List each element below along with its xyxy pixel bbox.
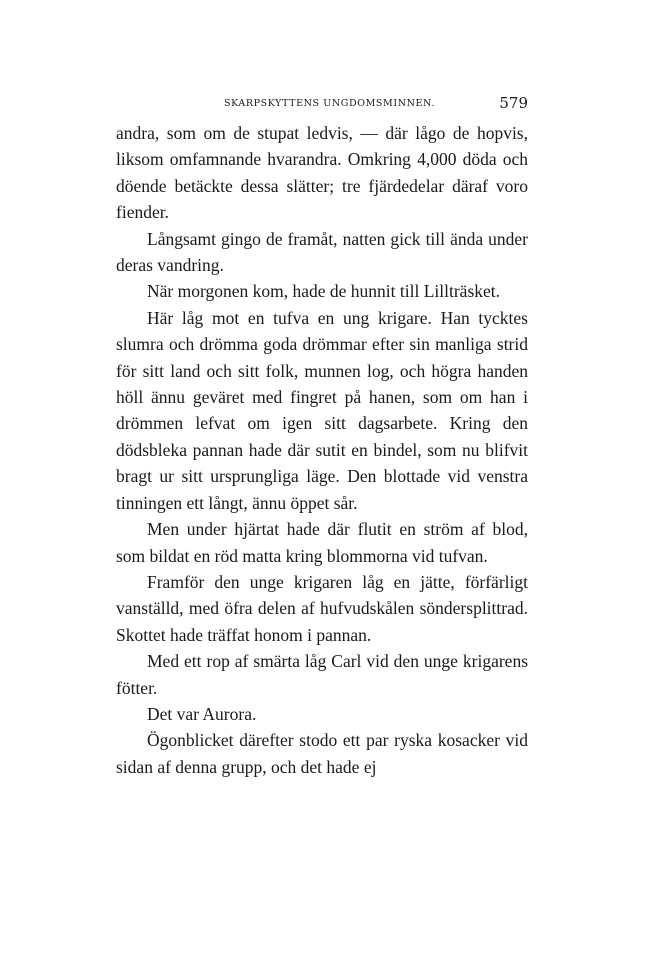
running-title: SKARPSKYTTENS UNGDOMSMINNEN. <box>224 98 435 109</box>
paragraph: Ögonblicket därefter stodo ett par ryska kosacker vid sidan af denna grupp, och det hade ej <box>116 730 528 777</box>
running-head <box>116 94 528 116</box>
paragraph: Med ett rop af smärta låg Carl vid den unge krigarens fötter. <box>116 651 528 698</box>
paragraph: Framför den unge krigaren låg en jätte, förfärligt vanställd, med öfra delen af hufvudskålen söndersplittrad. Skottet hade träffat honom i pannan. <box>116 571 528 645</box>
paragraph: andra, som om de stupat ledvis, — där lågo de hopvis, liksom omfamnande hvarandra. Omkring 4,000 döda och döende betäckte dessa slätter; tre fjärdedelar däraf voro fiender. <box>116 123 528 223</box>
paragraph: Det var Aurora. <box>147 703 257 724</box>
paragraph: När morgonen kom, hade de hunnit till Lillträsket. <box>147 281 501 302</box>
paragraph: Men under hjärtat hade där flutit en ström af blod, som bildat en röd matta kring blommorna vid tufvan. <box>116 519 528 566</box>
body-text <box>116 120 528 780</box>
paragraph: Långsamt gingo de framåt, natten gick till ända under deras vandring. <box>116 228 528 276</box>
paragraph: Här låg mot en tufva en ung krigare. Han tycktes slumra och drömma goda drömmar efter sin manliga strid för sitt land och sitt folk, munnen log, och högra handen höll ännu geväret med fingret på hanen, som om han i drömmen lefvat om igen sitt dagsarbete. Kring den dödsbleka pannan hade där sutit en bindel, som nu blifvit bragt ur sitt ursprungliga läge. Den blottade vid venstra tinningen ett långt, ännu öppet sår. <box>116 307 528 513</box>
page-number: 579 <box>499 94 528 112</box>
